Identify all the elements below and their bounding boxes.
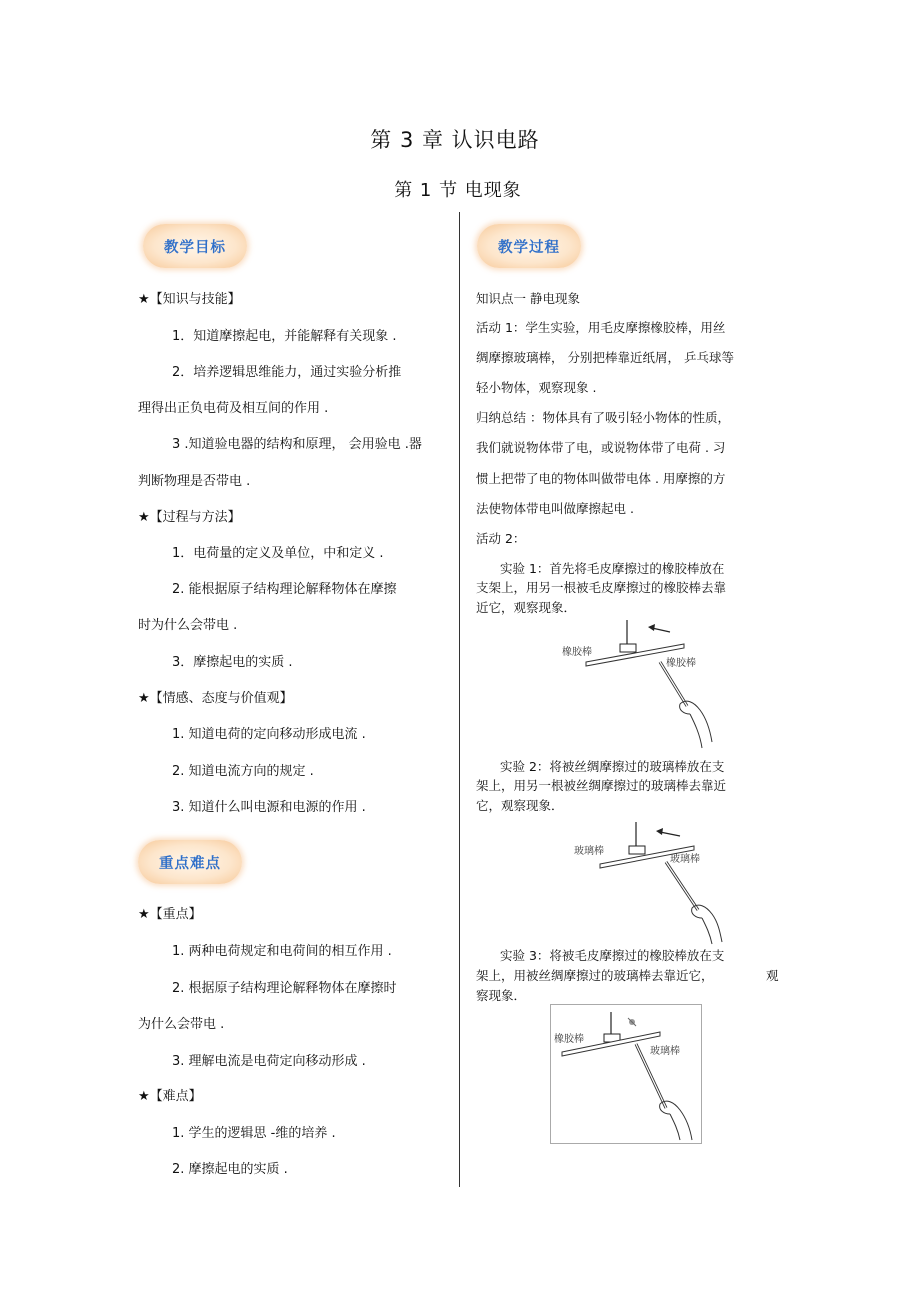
key-difficult-label: 重点难点 [159, 855, 221, 872]
activity2-label: 活动 2： [476, 531, 526, 546]
difficult-item: 1. 学生的逻辑思 -维的培养 . [172, 1126, 336, 1141]
emotion-item: 2. 知道电流方向的规定 . [172, 764, 314, 779]
exp3-line: 观 [766, 968, 779, 983]
teaching-process-label: 教学过程 [498, 239, 560, 256]
knowledge-item: 1．知道摩擦起电，并能解释有关现象 . [172, 329, 397, 344]
exp2-line: 它，观察现象． [476, 798, 564, 813]
key-difficult-badge [138, 840, 242, 884]
key-item: 2. 根据原子结构理论解释物体在摩擦时 [172, 981, 397, 996]
teaching-goals-label: 教学目标 [164, 239, 226, 256]
process-item: 时为什么会带电 . [138, 618, 238, 633]
teaching-process-badge [477, 224, 581, 268]
exp1-line: 支架上，用另一根被毛皮摩擦过的橡胶棒去靠 [476, 580, 727, 595]
process-item: 2. 能根据原子结构理论解释物体在摩擦 [172, 582, 397, 597]
difficult-heading: ★【难点】 [138, 1089, 202, 1104]
summary-line: 归纳总结 ：物体具有了吸引轻小物体的性质， [476, 410, 730, 425]
fig2-right-label: 玻璃棒 [670, 854, 700, 865]
fig3-right-label: 玻璃棒 [650, 1046, 680, 1057]
knowledge-item: 理得出正负电荷及相互间的作用 . [138, 401, 329, 416]
knowledge-item: 3 .知道验电器的结构和原理， 会用验电 .器 [172, 437, 422, 452]
summary-line: 惯上把带了电的物体叫做带电体 . 用摩擦的方 [476, 471, 726, 486]
exp1-line: 近它，观察现象． [476, 600, 577, 615]
section-title: 第 1 节 电现象 [394, 180, 522, 201]
key-item: 为什么会带电 . [138, 1017, 225, 1032]
difficult-item: 2. 摩擦起电的实质 . [172, 1162, 288, 1177]
key-item: 1. 两种电荷规定和电荷间的相互作用 . [172, 944, 392, 959]
exp2-line: 架上，用另一根被丝绸摩擦过的玻璃棒去靠近 [476, 778, 727, 793]
experiment3-figure [550, 1004, 702, 1144]
emotion-item: 3. 知道什么叫电源和电源的作用 . [172, 800, 366, 815]
key-item: 3. 理解电流是电荷定向移动形成 . [172, 1054, 366, 1069]
exp3-line: 架上，用被丝绸摩擦过的玻璃棒去靠近它， [476, 968, 714, 983]
knowledge-heading: ★【知识与技能】 [138, 292, 241, 307]
process-item: 3．摩擦起电的实质 . [172, 655, 293, 670]
fig1-right-label: 橡胶棒 [666, 658, 696, 669]
summary-line: 法使物体带电叫做摩擦起电 . [476, 501, 634, 516]
fig1-left-label: 橡胶棒 [562, 647, 592, 658]
exp1-line: 实验 1：首先将毛皮摩擦过的橡胶棒放在 [500, 561, 725, 576]
key-heading: ★【重点】 [138, 907, 202, 922]
chapter-title: 第 3 章 认识电路 [370, 128, 540, 152]
exp2-line: 实验 2：将被丝绸摩擦过的玻璃棒放在支 [500, 759, 725, 774]
emotion-item: 1. 知道电荷的定向移动形成电流 . [172, 727, 366, 742]
exp3-line: 察现象． [476, 988, 527, 1003]
activity1-line: 轻小物体，观察现象 . [476, 380, 597, 395]
process-item: 1．电荷量的定义及单位，中和定义 . [172, 546, 384, 561]
exp3-line: 实验 3：将被毛皮摩擦过的橡胶棒放在支 [500, 948, 725, 963]
fig3-left-label: 橡胶棒 [554, 1034, 584, 1045]
experiment1-figure [560, 618, 730, 758]
emotion-heading: ★【情感、态度与价值观】 [138, 691, 293, 706]
teaching-goals-badge [143, 224, 247, 268]
activity1-line: 活动 1：学生实验，用毛皮摩擦橡胶棒，用丝 [476, 320, 726, 335]
column-divider [459, 212, 460, 1187]
fig2-left-label: 玻璃棒 [574, 846, 604, 857]
summary-line: 我们就说物体带了电，或说物体带了电荷 . 习 [476, 440, 726, 455]
knowledge-item: 2．培养逻辑思维能力，通过实验分析推 [172, 365, 402, 380]
knowledge-point-title: 知识点一 静电现象 [476, 291, 580, 306]
process-heading: ★【过程与方法】 [138, 510, 241, 525]
activity1-line: 绸摩擦玻璃棒， 分别把棒靠近纸屑， 乒乓球等 [476, 350, 734, 365]
knowledge-item: 判断物理是否带电 . [138, 474, 251, 489]
experiment2-figure [570, 818, 740, 946]
